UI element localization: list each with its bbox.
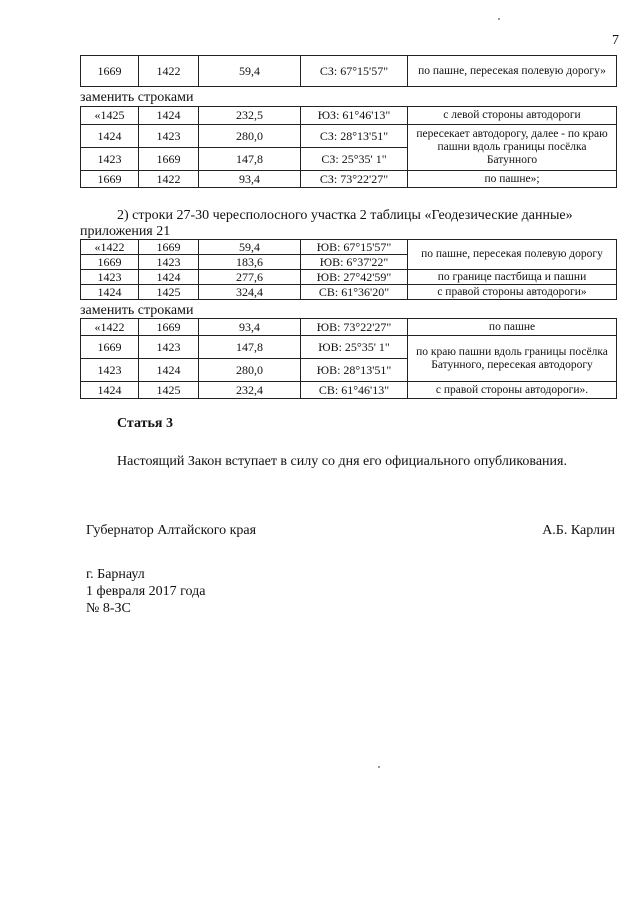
table-row [81,240,617,255]
point-to-cell: 1422 [139,171,199,188]
bearing-cell: ЮВ: 6°37'22" [301,255,408,270]
bearing-cell: ЮВ: 27°42'59" [301,270,408,285]
description-cell: с правой стороны автодороги». [408,382,617,399]
point-to-cell: 1423 [139,336,199,359]
bearing-cell: СЗ: 67°15'57" [301,56,408,87]
scan-speck [378,766,380,768]
description-cell: с правой стороны автодороги» [408,285,617,300]
point-from-cell: «1422 [81,319,139,336]
law-number: № 8-ЗС [86,601,131,616]
point-from-cell: 1669 [81,255,139,270]
description-cell: с левой стороны автодороги [408,107,617,125]
point-from-cell: «1422 [81,240,139,255]
page-number: 7 [612,33,619,48]
length-cell: 232,5 [199,107,301,125]
geodetic-table-3 [80,239,617,300]
point-to-cell: 1424 [139,270,199,285]
point-to-cell: 1423 [139,125,199,148]
length-cell: 280,0 [199,125,301,148]
table-row [81,336,617,359]
point-from-cell: 1669 [81,56,139,87]
description-cell: по пашне, пересекая полевую дорогу [408,240,617,270]
geodetic-table-1 [80,55,617,87]
length-cell: 147,8 [199,148,301,171]
item-2-line-2: приложения 21 [80,224,171,239]
table-row [81,125,617,148]
bearing-cell: СЗ: 73°22'27" [301,171,408,188]
bearing-cell: СВ: 61°46'13" [301,382,408,399]
table-row [81,56,617,87]
point-from-cell: 1424 [81,285,139,300]
point-to-cell: 1424 [139,359,199,382]
bearing-cell: СЗ: 28°13'51" [301,125,408,148]
governor-name: А.Б. Карлин [542,523,615,538]
length-cell: 232,4 [199,382,301,399]
signing-date: 1 февраля 2017 года [86,584,206,599]
table-row [81,285,617,300]
point-to-cell: 1423 [139,255,199,270]
point-from-cell: «1425 [81,107,139,125]
bearing-cell: СЗ: 25°35' 1" [301,148,408,171]
length-cell: 280,0 [199,359,301,382]
point-to-cell: 1669 [139,148,199,171]
article-title: Статья 3 [117,416,173,431]
length-cell: 324,4 [199,285,301,300]
bearing-cell: ЮВ: 28°13'51" [301,359,408,382]
signing-city: г. Барнаул [86,567,145,582]
bearing-cell: СВ: 61°36'20" [301,285,408,300]
point-to-cell: 1669 [139,240,199,255]
point-from-cell: 1423 [81,148,139,171]
point-from-cell: 1423 [81,270,139,285]
table-row [81,319,617,336]
length-cell: 59,4 [199,240,301,255]
point-to-cell: 1425 [139,382,199,399]
point-to-cell: 1669 [139,319,199,336]
description-cell: по границе пастбища и пашни [408,270,617,285]
point-from-cell: 1424 [81,125,139,148]
point-to-cell: 1424 [139,107,199,125]
bearing-cell: ЮВ: 25°35' 1" [301,336,408,359]
point-from-cell: 1424 [81,382,139,399]
point-to-cell: 1422 [139,56,199,87]
length-cell: 59,4 [199,56,301,87]
table-row [81,270,617,285]
table-row [81,171,617,188]
description-cell: по краю пашни вдоль границы посёлка Батунного, пересекая автодорогу [408,336,617,382]
description-cell: по пашне»; [408,171,617,188]
replace-label: заменить строками [80,90,194,105]
description-cell: по пашне [408,319,617,336]
length-cell: 147,8 [199,336,301,359]
length-cell: 277,6 [199,270,301,285]
point-from-cell: 1669 [81,171,139,188]
length-cell: 183,6 [199,255,301,270]
description-cell: по пашне, пересекая полевую дорогу» [408,56,617,87]
bearing-cell: ЮВ: 73°22'27" [301,319,408,336]
length-cell: 93,4 [199,319,301,336]
item-2-line-1: 2) строки 27-30 чересполосного участка 2 таблицы «Геодезические данные» [117,208,573,223]
description-cell: пересекает автодорогу, далее - по краю пашни вдоль границы посёлка Батунного [408,125,617,171]
point-from-cell: 1423 [81,359,139,382]
replace-label: заменить строками [80,303,194,318]
governor-title: Губернатор Алтайского края [86,523,257,538]
bearing-cell: ЮЗ: 61°46'13" [301,107,408,125]
table-row [81,382,617,399]
point-to-cell: 1425 [139,285,199,300]
table-row [81,107,617,125]
scan-speck [498,18,500,20]
geodetic-table-2 [80,106,617,188]
article-text: Настоящий Закон вступает в силу со дня его официального опубликования. [117,454,567,469]
length-cell: 93,4 [199,171,301,188]
point-from-cell: 1669 [81,336,139,359]
bearing-cell: ЮВ: 67°15'57" [301,240,408,255]
geodetic-table-4 [80,318,617,399]
